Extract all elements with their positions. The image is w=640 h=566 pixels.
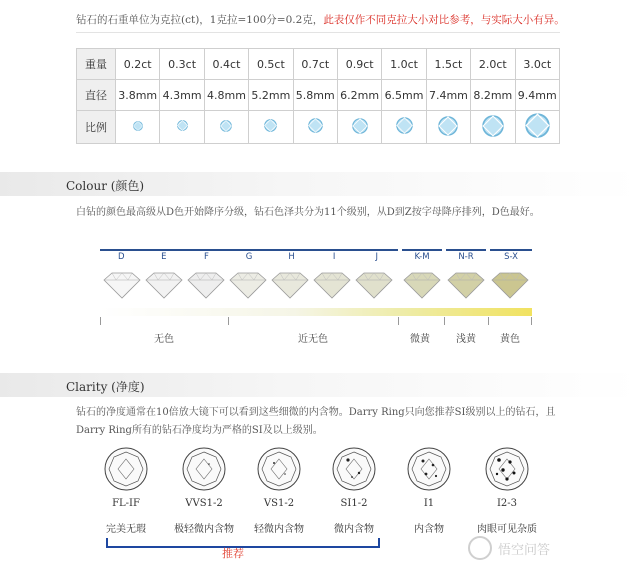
- divider: [76, 32, 560, 33]
- weight-cell: 0.9ct: [337, 49, 381, 80]
- diameter-cell: 4.8mm: [204, 80, 248, 111]
- recommend-label: 推荐: [222, 547, 244, 560]
- diamond-icon: [525, 113, 550, 138]
- clarity-code: VVS1-2: [185, 498, 223, 509]
- colour-grade-label: N-R: [446, 249, 486, 265]
- scale-tick: [398, 317, 399, 325]
- diameter-row: [77, 80, 560, 111]
- clarity-desc: 轻微内含物: [254, 524, 304, 535]
- scale-cell: [293, 111, 337, 144]
- colour-grade-bar: [100, 249, 532, 263]
- weight-cell: 0.7ct: [293, 49, 337, 80]
- colour-grade-label: G: [245, 252, 253, 262]
- scale-tick: [488, 317, 489, 325]
- scale-cell: [337, 111, 381, 144]
- weight-cell: 0.5ct: [249, 49, 293, 80]
- colour-gem-km: [402, 270, 442, 300]
- diameter-cell: 8.2mm: [471, 80, 515, 111]
- clarity-desc: 肉眼可见杂质: [477, 524, 537, 535]
- scale-tick: [444, 317, 445, 325]
- weight-row: [77, 49, 560, 80]
- colour-title: Colour (颜色): [66, 179, 145, 193]
- scale-row: [77, 111, 560, 144]
- colour-gem-d: [102, 270, 142, 300]
- colour-grade-label: D: [118, 252, 125, 262]
- row-label-weight: 重量: [77, 49, 116, 80]
- clarity-code: I1: [423, 498, 435, 509]
- colour-gem-h: [270, 270, 310, 300]
- watermark: [468, 536, 550, 560]
- clarity-code: I2-3: [496, 498, 518, 509]
- colour-gem-g: [228, 270, 268, 300]
- carat-intro: [76, 12, 565, 27]
- carat-size-table: [76, 48, 560, 144]
- diamond-icon: [133, 121, 143, 131]
- scale-cell: [116, 111, 160, 144]
- colour-category-faint: 微黄: [410, 334, 430, 345]
- colour-gem-j: [354, 270, 394, 300]
- clarity-description-line1: 钻石的净度通常在10倍放大镜下可以看到这些细微的内含物。Darry Ring只向您推荐SI级别以上的钻石，且: [76, 407, 556, 418]
- diameter-cell: 4.3mm: [160, 80, 204, 111]
- row-label-diameter: 直径: [77, 80, 116, 111]
- diamond-icon: [220, 120, 232, 132]
- colour-gradient-bar: [100, 308, 532, 316]
- scale-cell: [160, 111, 204, 144]
- scale-tick: [228, 317, 229, 325]
- diameter-cell: 6.5mm: [382, 80, 426, 111]
- carat-intro-text: 钻石的石重单位为克拉(ct)，1克拉=100分=0.2克，: [76, 14, 324, 26]
- row-label-scale: 比例: [77, 111, 116, 144]
- clarity-gem-si: [331, 446, 377, 492]
- diamond-icon: [482, 115, 504, 137]
- clarity-code: FL-IF: [112, 498, 140, 509]
- scale-tick: [531, 317, 532, 325]
- clarity-title: Clarity (净度): [66, 380, 145, 394]
- diamond-icon: [438, 116, 458, 136]
- colour-grade-label: E: [161, 252, 167, 262]
- diameter-cell: 6.2mm: [337, 80, 381, 111]
- diameter-cell: 5.2mm: [249, 80, 293, 111]
- clarity-code: VS1-2: [263, 498, 295, 509]
- colour-gem-nr: [446, 270, 486, 300]
- clarity-gem-fl-if: [103, 446, 149, 492]
- colour-description: 白钻的颜色最高级从D色开始降序分级，钻石色泽共分为11个级别，从D到Z按字母降序排列，D色最好。: [76, 207, 540, 218]
- scale-cell: [426, 111, 470, 144]
- diamond-icon: [352, 118, 368, 134]
- weight-cell: 0.3ct: [160, 49, 204, 80]
- clarity-desc: 内含物: [414, 524, 444, 535]
- weight-cell: 0.2ct: [116, 49, 160, 80]
- scale-cell: [382, 111, 426, 144]
- colour-gem-i: [312, 270, 352, 300]
- colour-gem-sx: [490, 270, 530, 300]
- clarity-code: SI1-2: [340, 498, 368, 509]
- clarity-description-line2: Darry Ring所有的钻石净度均为严格的SI及以上级别。: [76, 425, 323, 436]
- weight-cell: 3.0ct: [515, 49, 559, 80]
- diamond-icon: [264, 119, 277, 132]
- scale-tick: [100, 317, 101, 325]
- clarity-gem-i2-3: [484, 446, 530, 492]
- colour-gem-f: [186, 270, 226, 300]
- colour-grade-label: H: [288, 252, 295, 262]
- colour-grade-label: J: [375, 252, 379, 262]
- colour-grade-label: K-M: [402, 249, 442, 265]
- watermark-logo-icon: [468, 536, 492, 560]
- diamond-icon: [308, 118, 323, 133]
- weight-cell: 0.4ct: [204, 49, 248, 80]
- scale-cell: [249, 111, 293, 144]
- carat-intro-note: 此表仅作不同克拉大小对比参考，与实际大小有异。: [323, 14, 565, 26]
- scale-cell: [515, 111, 559, 144]
- clarity-gem-vvs: [181, 446, 227, 492]
- scale-cell: [471, 111, 515, 144]
- diameter-cell: 5.8mm: [293, 80, 337, 111]
- clarity-gem-i1: [406, 446, 452, 492]
- diameter-cell: 3.8mm: [116, 80, 160, 111]
- colour-category-colorless: 无色: [154, 334, 174, 345]
- colour-grade-label: F: [204, 252, 209, 262]
- watermark-text: 悟空问答: [498, 542, 551, 558]
- colour-grade-label: I: [332, 252, 336, 262]
- diamond-icon: [177, 120, 188, 131]
- clarity-desc: 极轻微内含物: [174, 524, 234, 535]
- diamond-icon: [396, 117, 413, 134]
- diameter-cell: 7.4mm: [426, 80, 470, 111]
- colour-grade-group-dj: [100, 249, 398, 265]
- weight-cell: 1.0ct: [382, 49, 426, 80]
- diameter-cell: 9.4mm: [515, 80, 559, 111]
- clarity-desc: 完美无瑕: [106, 524, 146, 535]
- colour-category-light: 浅黄: [456, 334, 476, 345]
- clarity-gem-vs: [256, 446, 302, 492]
- weight-cell: 1.5ct: [426, 49, 470, 80]
- colour-grade-label: S-X: [490, 249, 532, 265]
- weight-cell: 2.0ct: [471, 49, 515, 80]
- scale-cell: [204, 111, 248, 144]
- colour-category-near-colorless: 近无色: [298, 334, 328, 345]
- clarity-desc: 微内含物: [334, 524, 374, 535]
- colour-gem-e: [144, 270, 184, 300]
- colour-category-yellow: 黄色: [500, 334, 520, 345]
